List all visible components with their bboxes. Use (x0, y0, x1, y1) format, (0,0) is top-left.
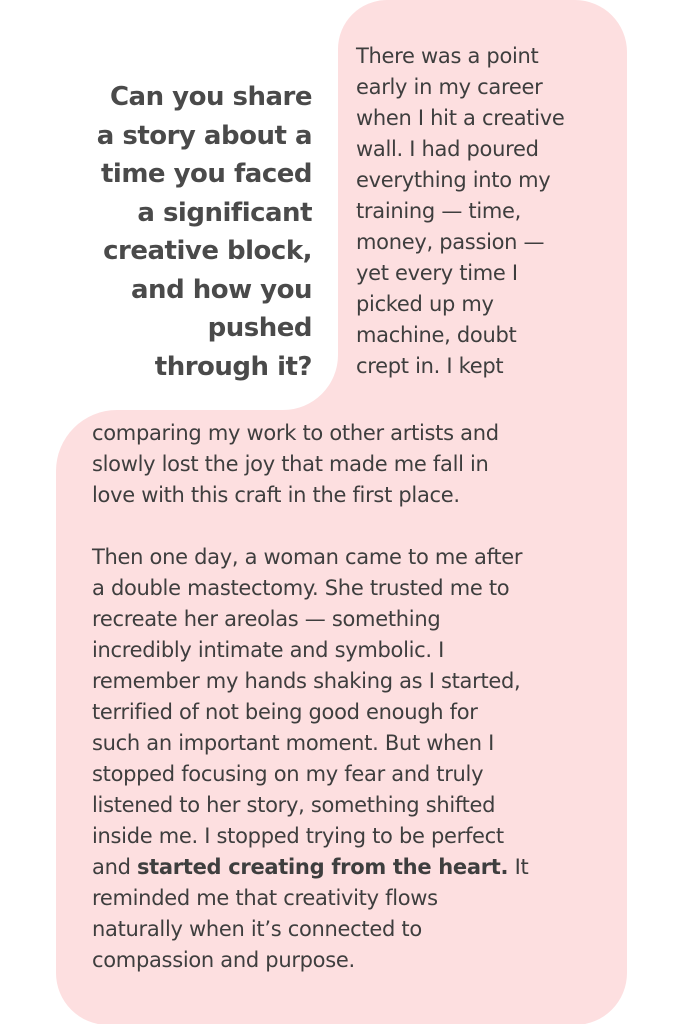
answer-line: incredibly intimate and symbolic. I (92, 638, 445, 662)
answer-line: slowly lost the joy that made me fall in (92, 452, 489, 476)
answer-line: comparing my work to other artists and (92, 421, 499, 445)
answer-line: a double mastectomy. She trusted me to (92, 576, 510, 600)
answer-line: yet every time I (356, 261, 518, 285)
answer-line: recreate her areolas — something (92, 607, 441, 631)
answer-line: money, passion — (356, 230, 545, 254)
answer-line: terrified of not being good enough for (92, 700, 478, 724)
answer-line: crept in. I kept (356, 354, 504, 378)
emphasis-suffix: It (508, 855, 529, 879)
answer-line: listened to her story, something shifted (92, 793, 496, 817)
answer-line-with-emphasis (92, 852, 627, 883)
answer-line: naturally when it’s connected to (92, 917, 422, 941)
answer-line: everything into my (356, 168, 551, 192)
answer-line: inside me. I stopped trying to be perfect (92, 824, 504, 848)
answer-opening (356, 41, 618, 382)
question-line: Can you share (109, 82, 312, 112)
paragraph-gap (92, 511, 627, 542)
question-line: creative block, (103, 236, 312, 266)
answer-line: picked up my (356, 292, 494, 316)
answer-line: training — time, (356, 199, 522, 223)
answer-line: machine, doubt (356, 323, 517, 347)
emphasis-prefix: and (92, 855, 137, 879)
answer-body (92, 418, 627, 976)
answer-line: such an important moment. But when I (92, 731, 495, 755)
answer-line: compassion and purpose. (92, 948, 355, 972)
question-heading (40, 78, 312, 386)
question-line: a significant (137, 197, 312, 228)
question-line: and how you (131, 274, 312, 305)
answer-line: wall. I had poured (356, 137, 539, 161)
answer-line: reminded me that creativity flows (92, 886, 438, 910)
emphasis-phrase: started creating from the heart. (136, 855, 509, 879)
answer-line: There was a point (356, 44, 539, 68)
answer-line: early in my career (356, 75, 543, 99)
answer-line: Then one day, a woman came to me after (92, 545, 523, 569)
question-line: time you faced (100, 159, 312, 189)
answer-line: love with this craft in the first place. (92, 483, 460, 507)
question-line: a story about a (96, 120, 312, 151)
question-line: pushed (207, 313, 312, 343)
answer-line: remember my hands shaking as I started, (92, 669, 521, 693)
question-line: through it? (154, 351, 312, 382)
answer-line: stopped focusing on my fear and truly (92, 762, 484, 786)
answer-line: when I hit a creative (356, 106, 565, 130)
